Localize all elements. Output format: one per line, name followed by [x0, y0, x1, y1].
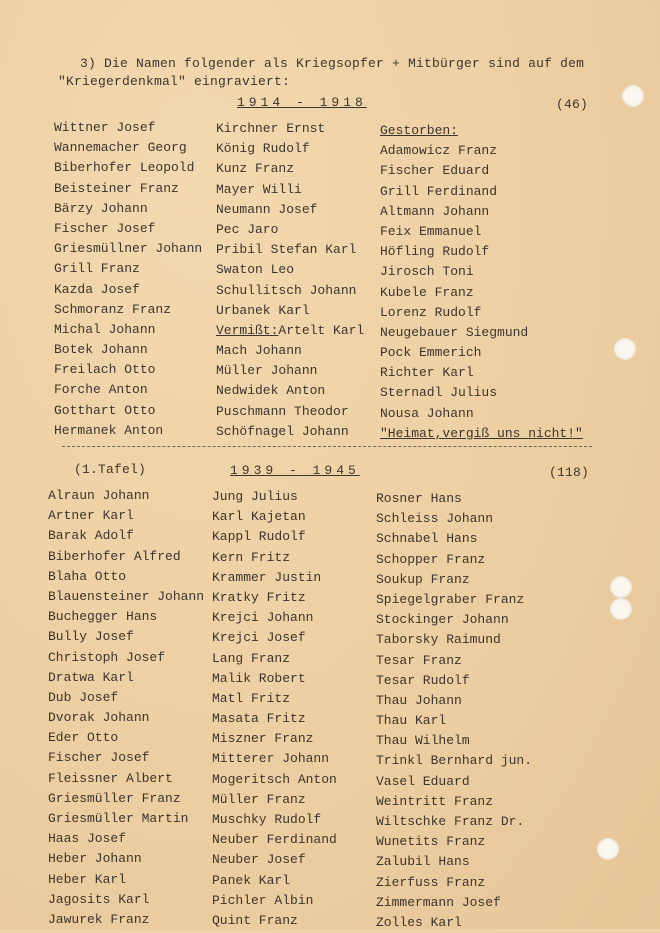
name-entry: Altmann Johann [380, 203, 490, 219]
name-entry: Buchegger Hans [48, 609, 158, 625]
name-entry: Kratky Fritz [212, 589, 306, 605]
name-entry: Mitterer Johann [212, 751, 330, 767]
name-entry: Dvorak Johann [48, 710, 150, 726]
name-entry: Artner Karl [48, 508, 134, 524]
name-entry: Griesmüller Franz [48, 790, 181, 806]
name-entry: Jung Julius [212, 489, 298, 504]
name-entry: Forche Anton [54, 382, 148, 398]
name-entry: Tesar Franz [376, 652, 462, 668]
section1-column-3 [380, 121, 583, 444]
name-entry: Spiegelgraber Franz [376, 591, 525, 607]
name-entry: Zierfuss Franz [376, 874, 486, 890]
name-entry: Dub Josef [48, 689, 119, 705]
name-entry: Bully Josef [48, 629, 134, 645]
name-entry: Adamowicz Franz [380, 143, 498, 159]
section1-years: 1914 - 1918 [237, 95, 367, 110]
name-entry: Kunz Franz [216, 161, 295, 177]
section2-column-2 [212, 487, 337, 931]
name-entry: Heber Karl [48, 871, 127, 887]
name-entry: Nousa Johann [380, 405, 474, 421]
name-entry: Thau Wilhelm [376, 733, 470, 749]
name-entry: Beisteiner Franz [54, 180, 179, 196]
name-entry: Taborsky Raimund [376, 632, 501, 648]
name-entry: Krammer Justin [212, 569, 322, 585]
name-entry: Pec Jaro [216, 221, 279, 237]
name-entry: Barak Adolf [48, 528, 134, 544]
name-entry: Bärzy Johann [54, 200, 148, 216]
name-entry: Swaton Leo [216, 262, 295, 278]
name-entry: Neugebauer Siegmund [380, 324, 529, 340]
name-entry: Griesmüller Martin [48, 811, 189, 826]
name-entry: Trinkl Bernhard jun. [376, 753, 533, 769]
name-entry: Grill Franz [54, 261, 140, 277]
section2-tafel: (1.Tafel) [74, 462, 147, 477]
name-entry: Mogeritsch Anton [212, 771, 337, 787]
name-entry: Schmoranz Franz [54, 301, 172, 317]
name-entry: Pribil Stefan Karl [216, 242, 357, 258]
name-entry: Alraun Johann [48, 488, 150, 503]
name-entry: Urbanek Karl [216, 302, 310, 318]
name-entry: Zolles Karl [376, 914, 462, 930]
name-entry: Jawurek Franz [48, 911, 150, 927]
name-entry: Gotthart Otto [54, 402, 156, 418]
name-entry: Vasel Eduard [376, 773, 470, 789]
name-entry: Fischer Josef [54, 220, 156, 236]
name-entry: Biberhofer Leopold [54, 160, 195, 176]
name-entry: Krejci Johann [212, 610, 314, 626]
name-entry: Fischer Eduard [380, 163, 490, 179]
punch-hole [597, 838, 619, 860]
name-entry: Matl Fritz [212, 690, 291, 706]
name-entry: Miszner Franz [212, 731, 314, 747]
name-entry: Masata Fritz [212, 711, 306, 727]
name-entry: Gestorben: [380, 123, 459, 138]
name-entry: Krejci Josef [212, 630, 306, 646]
name-entry: Jirosch Toni [380, 264, 474, 280]
name-entry: Zalubil Hans [376, 854, 470, 870]
name-entry: Karl Kajetan [212, 509, 306, 525]
name-entry: Haas Josef [48, 831, 127, 847]
name-entry: Lang Franz [212, 650, 291, 666]
section2-column-3 [376, 489, 532, 933]
name-entry: Blauensteiner Johann [48, 588, 205, 604]
name-entry: Pichler Albin [212, 892, 314, 908]
name-entry: Thau Johann [376, 692, 462, 708]
name-entry: Christoph Josef [48, 649, 166, 665]
name-entry: Heber Johann [48, 851, 142, 867]
name-entry: Quint Franz [212, 912, 298, 928]
name-entry: Mach Johann [216, 343, 302, 359]
separator-line [62, 446, 592, 447]
name-entry: Kern Fritz [212, 549, 291, 565]
name-entry: Fischer Josef [48, 750, 150, 766]
name-entry: Nedwidek Anton [216, 383, 326, 399]
name-entry: Richter Karl [380, 365, 474, 381]
name-entry: Puschmann Theodor [216, 403, 349, 419]
name-entry: Kubele Franz [380, 284, 474, 300]
name-entry: Stockinger Johann [376, 612, 509, 628]
intro-line-2: "Kriegerdenkmal" eingraviert: [58, 74, 291, 89]
name-entry: Blaha Otto [48, 568, 127, 584]
section2-count: (118) [549, 465, 590, 480]
name-entry: Soukup Franz [376, 571, 470, 587]
name-entry: Wunetits Franz [376, 834, 486, 850]
section2-column-1 [48, 486, 204, 930]
name-entry: Sternadl Julius [380, 385, 498, 401]
name-entry: Pock Emmerich [380, 345, 482, 361]
section2-years: 1939 - 1945 [230, 463, 360, 478]
name-entry: Wannemacher Georg [54, 140, 187, 156]
name-entry: König Rudolf [216, 141, 310, 157]
name-entry: Schopper Franz [376, 551, 486, 567]
name-entry: Mayer Willi [216, 181, 302, 197]
punch-hole [610, 576, 632, 598]
name-entry: Weintritt Franz [376, 793, 494, 809]
name-entry: Vermißt:Artelt Karl [216, 322, 365, 338]
name-entry: Wittner Josef [54, 120, 156, 135]
section1-column-2 [216, 119, 364, 442]
name-entry: "Heimat,vergiß uns nicht!" [380, 425, 583, 441]
name-entry: Dratwa Karl [48, 669, 134, 685]
name-entry: Neuber Josef [212, 852, 306, 868]
name-entry: Neumann Josef [216, 201, 318, 217]
name-entry: Jagosits Karl [48, 891, 150, 907]
name-entry: Schleiss Johann [376, 511, 494, 527]
name-entry: Wiltschke Franz Dr. [376, 814, 525, 829]
name-entry: Thau Karl [376, 713, 447, 729]
name-entry: Kappl Rudolf [212, 529, 306, 545]
name-entry: Grill Ferdinand [380, 183, 498, 199]
name-entry: Höfling Rudolf [380, 244, 490, 260]
name-entry: Schnabel Hans [376, 531, 478, 547]
name-entry: Zimmermann Josef [376, 894, 501, 910]
name-entry: Muschky Rudolf [212, 812, 322, 827]
name-entry: Lorenz Rudolf [380, 304, 482, 320]
name-entry: Schöfnagel Johann [216, 423, 349, 439]
name-entry: Malik Robert [212, 670, 306, 686]
intro-line-1: 3) Die Namen folgender als Kriegsopfer + Mitbürger sind auf dem [80, 56, 585, 71]
name-entry: Griesmüllner Johann [54, 241, 203, 257]
section1-column-1 [54, 118, 202, 441]
section1-count: (46) [556, 97, 589, 112]
name-entry: Feix Emmanuel [380, 223, 482, 239]
name-entry: Kirchner Ernst [216, 121, 326, 136]
name-entry: Rosner Hans [376, 491, 462, 506]
punch-hole [622, 85, 644, 107]
name-entry: Eder Otto [48, 730, 119, 746]
name-entry: Müller Johann [216, 363, 318, 379]
punch-hole [610, 598, 632, 620]
name-entry: Schullitsch Johann [216, 282, 357, 298]
name-entry: Tesar Rudolf [376, 672, 470, 688]
name-entry: Panek Karl [212, 872, 291, 888]
name-entry: Neuber Ferdinand [212, 832, 337, 848]
name-entry: Michal Johann [54, 321, 156, 337]
name-entry: Müller Franz [212, 791, 306, 807]
punch-hole [614, 338, 636, 360]
name-entry: Botek Johann [54, 342, 148, 358]
name-entry: Hermanek Anton [54, 422, 164, 438]
name-entry: Freilach Otto [54, 362, 156, 378]
name-entry: Kazda Josef [54, 281, 140, 297]
name-entry: Fleissner Albert [48, 770, 173, 786]
name-entry: Biberhofer Alfred [48, 548, 181, 564]
